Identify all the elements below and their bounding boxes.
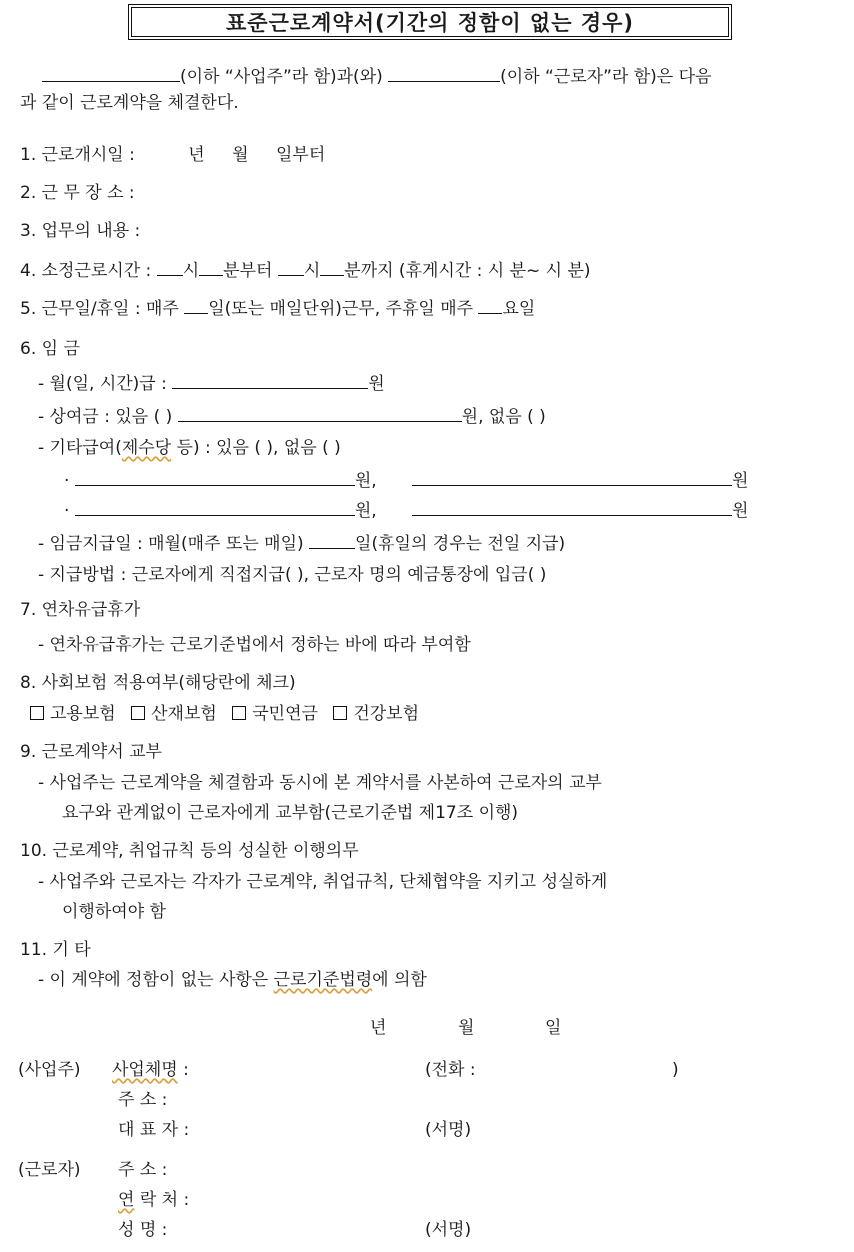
worker-ref: (이하 “근로자”라 함)은 다음 — [500, 67, 712, 87]
item-1 — [20, 143, 325, 167]
worker-name: 성 명 : — [118, 1220, 168, 1240]
worker-sign: (서명) — [425, 1220, 472, 1240]
company-colon: : — [183, 1060, 189, 1080]
other-pay-blank-3[interactable] — [75, 497, 355, 516]
wage-label: - 월(일, 시간)급 : — [38, 374, 167, 394]
title-frame — [128, 4, 732, 40]
intro-line-2: 과 같이 근로계약을 체결한다. — [20, 93, 239, 113]
worker-blank[interactable] — [388, 63, 500, 82]
payday-label: - 임금지급일 : 매월(매주 또는 매일) — [38, 534, 304, 554]
document-title: 표준근로계약서(기간의 정함이 없는 경우) — [131, 7, 729, 37]
bonus-tail: 원, 없음 ( ) — [461, 407, 546, 427]
other-pay-allowance: 제수당 — [121, 438, 172, 458]
item-4-label: 4. 소정근로시간 : — [20, 261, 152, 281]
start-hour-blank[interactable] — [157, 257, 183, 276]
payday-line — [38, 530, 565, 556]
other-pay-row-1 — [64, 467, 748, 493]
item-11-c: 에 의함 — [372, 970, 427, 990]
employer-sign: (서명) — [425, 1120, 472, 1140]
won-label: 원 — [732, 471, 749, 491]
wage-blank[interactable] — [172, 370, 368, 389]
national-pension-checkbox[interactable] — [232, 706, 246, 720]
item-1-day: 일부터 — [275, 145, 326, 165]
employer-rep: 대 표 자 : — [118, 1120, 190, 1140]
item-9-text-1: - 사업주는 근로계약을 체결함과 동시에 본 계약서를 사본하여 근로자의 교부 — [38, 773, 602, 793]
item-4 — [20, 257, 591, 283]
item-1-month: 월 — [232, 145, 249, 165]
industrial-insurance-label: 산재보험 — [151, 704, 217, 724]
holiday-blank[interactable] — [478, 295, 502, 314]
bonus-blank[interactable] — [178, 403, 462, 422]
pay-method-line: - 지급방법 : 근로자에게 직접지급( ), 근로자 명의 예금통장에 입금( ) — [38, 565, 547, 585]
employer-tag: (사업주) — [18, 1060, 81, 1080]
intro-line-1 — [42, 63, 711, 89]
payday-tail: 일(휴일의 경우는 전일 지급) — [355, 534, 566, 554]
item-11-law: 근로기준법령 — [273, 970, 373, 990]
date-day: 일 — [545, 1018, 562, 1038]
bullet-dot: · — [64, 501, 70, 521]
health-insurance-checkbox[interactable] — [333, 706, 347, 720]
bonus-label: - 상여금 : 있음 ( ) — [38, 407, 173, 427]
item-2: 2. 근 무 장 소 : — [20, 183, 135, 203]
item-7-text: - 연차유급휴가는 근로기준법에서 정하는 바에 따라 부여함 — [38, 635, 471, 655]
wage-won: 원 — [368, 374, 385, 394]
item-1-year: 년 — [188, 145, 205, 165]
contact-label: 락 처 : — [134, 1190, 190, 1210]
item-5-label: 5. 근무일/휴일 : 매주 — [20, 299, 179, 319]
won-comma: 원, — [354, 501, 377, 521]
other-pay-blank-4[interactable] — [412, 497, 732, 516]
item-1-label: 1. 근로개시일 : — [20, 145, 135, 165]
bullet-dot: · — [64, 471, 70, 491]
worker-address: 주 소 : — [118, 1160, 168, 1180]
insurance-options — [30, 702, 419, 726]
payday-blank[interactable] — [309, 530, 355, 549]
other-pay-line — [38, 436, 341, 460]
item-5 — [20, 295, 535, 321]
employer-ref: (이하 “사업주”라 함)과(와) — [180, 67, 383, 87]
workdays-blank[interactable] — [184, 295, 208, 314]
employment-insurance-label: 고용보험 — [50, 704, 116, 724]
item-10-label: 10. 근로계약, 취업규칙 등의 성실한 이행의무 — [20, 841, 359, 861]
company-label: 사업체명 — [112, 1060, 178, 1080]
start-min-blank[interactable] — [199, 257, 223, 276]
other-pay-blank-2[interactable] — [412, 467, 732, 486]
national-pension-label: 국민연금 — [252, 704, 318, 724]
item-10-text-1: - 사업주와 근로자는 각자가 근로계약, 취업규칙, 단체협약을 지키고 성실하게 — [38, 872, 608, 892]
end-min-blank[interactable] — [320, 257, 344, 276]
wage-line — [38, 370, 385, 396]
worker-contact — [118, 1188, 189, 1212]
other-pay-c: 등) : 있음 ( ), 없음 ( ) — [171, 438, 341, 458]
employer-address: 주 소 : — [118, 1090, 168, 1110]
date-month: 월 — [458, 1018, 475, 1038]
from-label: 분부터 — [223, 261, 273, 281]
industrial-insurance-checkbox[interactable] — [131, 706, 145, 720]
item-5-text: 일(또는 매일단위)근무, 주휴일 매주 — [208, 299, 474, 319]
other-pay-a: - 기타급여( — [38, 438, 122, 458]
item-9-label: 9. 근로계약서 교부 — [20, 742, 162, 762]
item-6-label: 6. 임 금 — [20, 339, 80, 359]
end-hour-blank[interactable] — [278, 257, 304, 276]
employer-phone: (전화 : — [425, 1060, 476, 1080]
date-year: 년 — [370, 1018, 387, 1038]
hour-label: 시 — [182, 261, 200, 281]
employer-blank[interactable] — [42, 63, 180, 82]
employer-phone-close: ) — [672, 1060, 679, 1080]
other-pay-blank-1[interactable] — [75, 467, 355, 486]
item-11-label: 11. 기 타 — [20, 940, 91, 960]
item-11-text — [38, 968, 427, 992]
item-7-label: 7. 연차유급휴가 — [20, 600, 141, 620]
item-8-label: 8. 사회보험 적용여부(해당란에 체크) — [20, 673, 296, 693]
item-11-a: - 이 계약에 정함이 없는 사항은 — [38, 970, 274, 990]
employment-insurance-checkbox[interactable] — [30, 706, 44, 720]
other-pay-row-2 — [64, 497, 748, 523]
weekday-label: 요일 — [502, 299, 536, 319]
contact-char: 연 — [118, 1190, 135, 1210]
health-insurance-label: 건강보험 — [353, 704, 420, 724]
employer-company — [112, 1058, 189, 1082]
won-comma: 원, — [354, 471, 377, 491]
bonus-line — [38, 403, 546, 429]
hour-label-2: 시 — [303, 261, 321, 281]
won-label: 원 — [732, 501, 749, 521]
item-10-text-2: 이행하여야 함 — [62, 902, 166, 922]
item-9-text-2: 요구와 관계없이 근로자에게 교부함(근로기준법 제17조 이행) — [62, 803, 519, 823]
item-3: 3. 업무의 내용 : — [20, 221, 141, 241]
worker-tag: (근로자) — [18, 1160, 81, 1180]
break-time: 분까지 (휴게시간 : 시 분~ 시 분) — [344, 261, 591, 281]
